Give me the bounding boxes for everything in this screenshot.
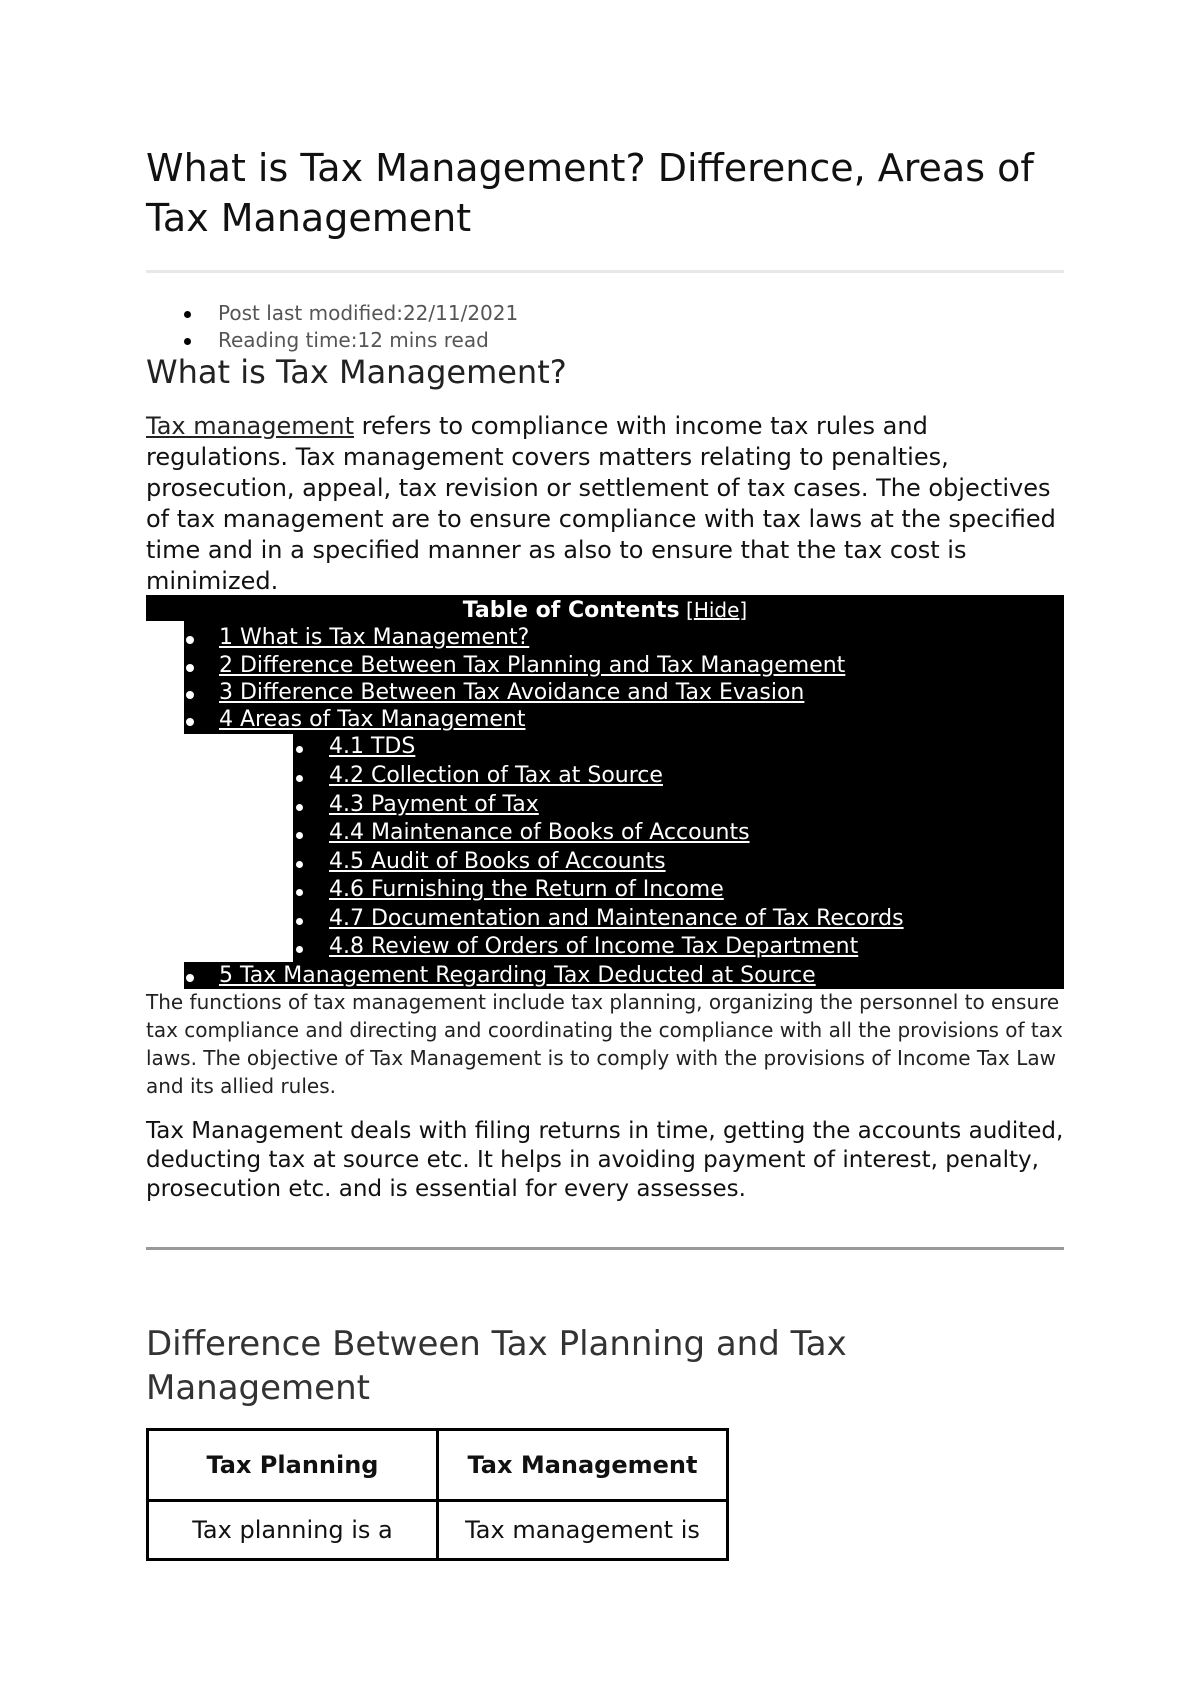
toc-item-3[interactable] xyxy=(219,680,804,706)
toc-link[interactable]: 4 Areas of Tax Management xyxy=(219,707,526,732)
table-header-cell: Tax Management xyxy=(438,1430,728,1501)
hide-label[interactable]: Hide xyxy=(693,598,740,622)
hide-bracket-close: ] xyxy=(739,598,748,622)
table-cell: Tax planning is a xyxy=(148,1501,438,1560)
reading-time: Reading time:12 mins read xyxy=(146,327,518,354)
toc-item-4-4[interactable] xyxy=(329,820,750,846)
toc-item-2[interactable] xyxy=(219,653,845,679)
toc-item-4-8[interactable] xyxy=(329,934,858,960)
deals-paragraph: Tax Management deals with filing returns in time, getting the accounts audited, deducting tax at source etc. It helps in avoiding payment of interest, penalty, prosecution etc. and is essential for every assesses. xyxy=(146,1118,1064,1202)
toc-sub-bullet xyxy=(295,745,304,754)
toc-sub-bullet xyxy=(295,888,304,897)
toc-item-1[interactable] xyxy=(219,625,529,651)
toc-item-4-2[interactable] xyxy=(329,763,663,789)
toc-mask xyxy=(146,962,184,989)
toc-hide-toggle[interactable] xyxy=(680,598,748,622)
toc-item-4-1[interactable] xyxy=(329,734,415,760)
hide-bracket-open: [ xyxy=(679,598,694,622)
toc-title xyxy=(146,596,1064,625)
toc-sub-bullet xyxy=(295,774,304,783)
toc-link[interactable]: 5 Tax Management Regarding Tax Deducted at Source xyxy=(219,963,816,988)
toc-link[interactable]: 4.8 Review of Orders of Income Tax Department xyxy=(329,934,859,959)
toc-link[interactable]: 3 Difference Between Tax Avoidance and Tax Evasion xyxy=(219,680,805,705)
section-heading-what-is: What is Tax Management? xyxy=(146,353,567,391)
section-divider xyxy=(146,1247,1064,1250)
toc-link[interactable]: 4.1 TDS xyxy=(329,734,416,759)
toc-link[interactable]: 2 Difference Between Tax Planning and Tax Management xyxy=(219,653,846,678)
functions-paragraph: The functions of tax management include tax planning, organizing the personnel to ensure tax compliance and directing and coordinating the compliance with all the provisions of tax laws. The objective of Tax Management is to comply with the provisions of Income Tax Law and its allied rules. xyxy=(146,990,1063,1098)
toc-sub-bullet xyxy=(295,831,304,840)
toc-mask xyxy=(146,621,184,734)
section-heading-difference: Difference Between Tax Planning and Tax Management xyxy=(146,1324,847,1408)
table-row xyxy=(148,1501,728,1560)
table-header-row xyxy=(148,1430,728,1501)
toc-bullet xyxy=(186,636,194,644)
table-cell: Tax management is xyxy=(438,1501,728,1560)
toc-item-4-7[interactable] xyxy=(329,906,904,932)
comparison-table xyxy=(146,1428,729,1561)
toc-link[interactable]: 4.3 Payment of Tax xyxy=(329,792,539,817)
table-header-cell: Tax Planning xyxy=(148,1430,438,1501)
toc-bullet xyxy=(186,691,194,699)
title-divider xyxy=(146,270,1064,273)
page-title: What is Tax Management? Difference, Areas of Tax Management xyxy=(146,146,1034,240)
toc-link[interactable]: 4.4 Maintenance of Books of Accounts xyxy=(329,820,750,845)
toc-title-text: Table of Contents xyxy=(462,598,680,623)
toc-bullet xyxy=(186,974,194,982)
post-meta xyxy=(146,300,518,354)
toc-sub-bullet xyxy=(295,803,304,812)
toc-link[interactable]: 4.6 Furnishing the Return of Income xyxy=(329,877,724,902)
intro-text: refers to compliance with income tax rules and regulations. Tax management covers matters relating to penalties, prosecution, appeal, tax revision or settlement of tax cases. The objectives of tax management are to ensure compliance with tax laws at the specified time and in a specified manner as also to ensure that the tax cost is minimized. xyxy=(146,412,1056,595)
tax-management-link[interactable]: Tax management xyxy=(146,412,354,440)
toc-item-4-5[interactable] xyxy=(329,849,666,875)
toc-bullet xyxy=(186,664,194,672)
last-modified: Post last modified:22/11/2021 xyxy=(146,300,518,327)
toc-link[interactable]: 4.7 Documentation and Maintenance of Tax Records xyxy=(329,906,904,931)
toc-sub-bullet xyxy=(295,860,304,869)
toc-bullet xyxy=(186,718,194,726)
toc-item-4-3[interactable] xyxy=(329,792,539,818)
toc-mask xyxy=(146,734,293,962)
toc-item-4[interactable] xyxy=(219,707,526,733)
toc-link[interactable]: 4.2 Collection of Tax at Source xyxy=(329,763,663,788)
toc-item-5[interactable] xyxy=(219,963,816,989)
toc-sub-bullet xyxy=(295,945,304,954)
toc-item-4-6[interactable] xyxy=(329,877,724,903)
intro-paragraph xyxy=(146,411,1064,597)
toc-sub-bullet xyxy=(295,917,304,926)
toc-link[interactable]: 4.5 Audit of Books of Accounts xyxy=(329,849,666,874)
toc-link[interactable]: 1 What is Tax Management? xyxy=(219,625,530,650)
